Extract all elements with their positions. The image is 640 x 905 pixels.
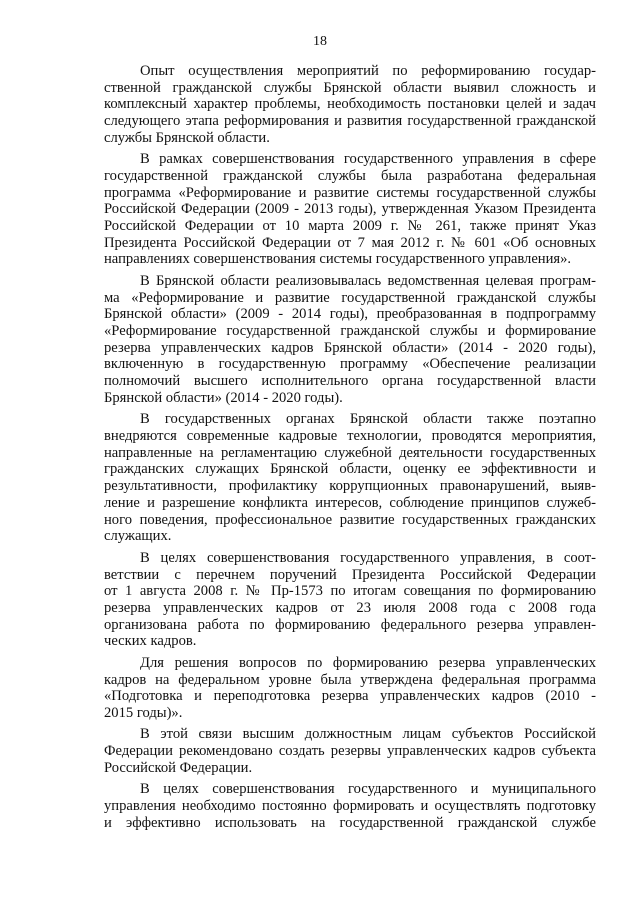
text-line: В целях совершенствования государственного и муниципального <box>140 781 596 798</box>
text-line: Брянской области» (2009 - 2014 годы), преобразованная в подпрограмму <box>104 306 596 323</box>
text-line: следующего этапа реформирования и развития государственной гражданской <box>104 113 596 130</box>
text-line: 2015 годы)». <box>104 704 183 721</box>
text-line: Президента Российской Федерации от 7 мая 2012 г. № 601 «Об основных <box>104 234 596 251</box>
text-line: Для решения вопросов по формированию резерва управленческих <box>140 654 596 671</box>
text-line: ческих кадров. <box>104 633 197 650</box>
text-line: Российской Федерации (2009 - 2013 годы), утвержденная Указом Президента <box>104 201 596 218</box>
paragraph <box>104 151 596 268</box>
text-line: служащих. <box>104 528 172 545</box>
text-line: включенную в государственную программу «Обеспечение реализации <box>104 356 596 373</box>
text-line: службы Брянской области. <box>104 129 270 146</box>
paragraph <box>104 726 596 776</box>
text-line: В Брянской области реализовывалась ведомственная целевая програм- <box>140 273 596 290</box>
page-number: 18 <box>313 34 327 49</box>
text-line: от 1 августа 2008 г. № Пр-1573 по итогам совещания по формированию <box>104 583 596 600</box>
text-line: направлениях совершенствования системы государственного управления». <box>104 251 572 268</box>
text-line: государственной гражданской службы была разработана федеральная <box>104 168 596 185</box>
text-line: В государственных органах Брянской области также поэтапно <box>140 411 596 428</box>
paragraph <box>104 63 596 146</box>
body-text <box>104 63 596 836</box>
paragraph <box>104 655 596 722</box>
paragraph <box>104 550 596 650</box>
text-line: гражданских служащих Брянской области, оценку ее эффективности и <box>104 461 596 478</box>
text-line: Российской Федерации. <box>104 759 253 776</box>
text-line: комплексный характер проблемы, необходимость постановки целей и задач <box>104 96 596 113</box>
text-line: ма «Реформирование и развитие государственной гражданской службы <box>104 289 596 306</box>
text-line: ветствии с перечнем поручений Президента Российской Федерации <box>104 566 596 583</box>
text-line: ление и разрешение конфликта интересов, соблюдение принципов служеб- <box>104 494 596 511</box>
text-line: резерва управленческих кадров от 23 июля 2008 года с 2008 года <box>104 599 596 616</box>
text-line: резерва управленческих кадров Брянской области» (2014 - 2020 годы), <box>104 339 596 356</box>
text-line: программа «Реформирование и развитие системы государственной службы <box>104 184 596 201</box>
paragraph <box>104 781 596 831</box>
paragraph <box>104 273 596 407</box>
text-line: организована работа по формированию федерального резерва управлен- <box>104 616 596 633</box>
paragraph <box>104 411 596 545</box>
text-line: управления необходимо постоянно формировать и осуществлять подготовку <box>104 798 596 815</box>
text-line: направленные на регламентацию служебной деятельности государственных <box>104 444 596 461</box>
text-line: ственной гражданской службы Брянской области выявил сложность и <box>104 79 596 96</box>
text-line: В этой связи высшим должностным лицам субъектов Российской <box>140 726 596 743</box>
text-line: В рамках совершенствования государственного управления в сфере <box>140 151 596 168</box>
text-line: результативности, профилактику коррупционных правонарушений, выяв- <box>104 478 596 495</box>
text-line: Федерации рекомендовано создать резервы управленческих кадров субъекта <box>104 743 596 760</box>
text-line: Российской Федерации от 10 марта 2009 г. № 261, также принят Указ <box>104 218 596 235</box>
text-line: Брянской области» (2014 - 2020 годы). <box>104 389 343 406</box>
text-line: кадров на федеральном уровне была утверждена федеральная программа <box>104 671 596 688</box>
text-line: полномочий высшего исполнительного органа государственной власти <box>104 373 596 390</box>
text-line: «Реформирование государственной гражданской службы и формирование <box>104 323 596 340</box>
text-line: В целях совершенствования государственного управления, в соот- <box>140 549 596 566</box>
text-line: внедряются современные кадровые технологии, проводятся мероприятия, <box>104 428 596 445</box>
text-line: «Подготовка и переподготовка резерва управленческих кадров (2010 - <box>104 688 596 705</box>
text-line: ного поведения, профессиональное развитие государственных гражданских <box>104 511 596 528</box>
text-line: Опыт осуществления мероприятий по реформированию государ- <box>140 63 596 79</box>
text-line: и эффективно использовать на государственной гражданской службе <box>104 814 596 831</box>
